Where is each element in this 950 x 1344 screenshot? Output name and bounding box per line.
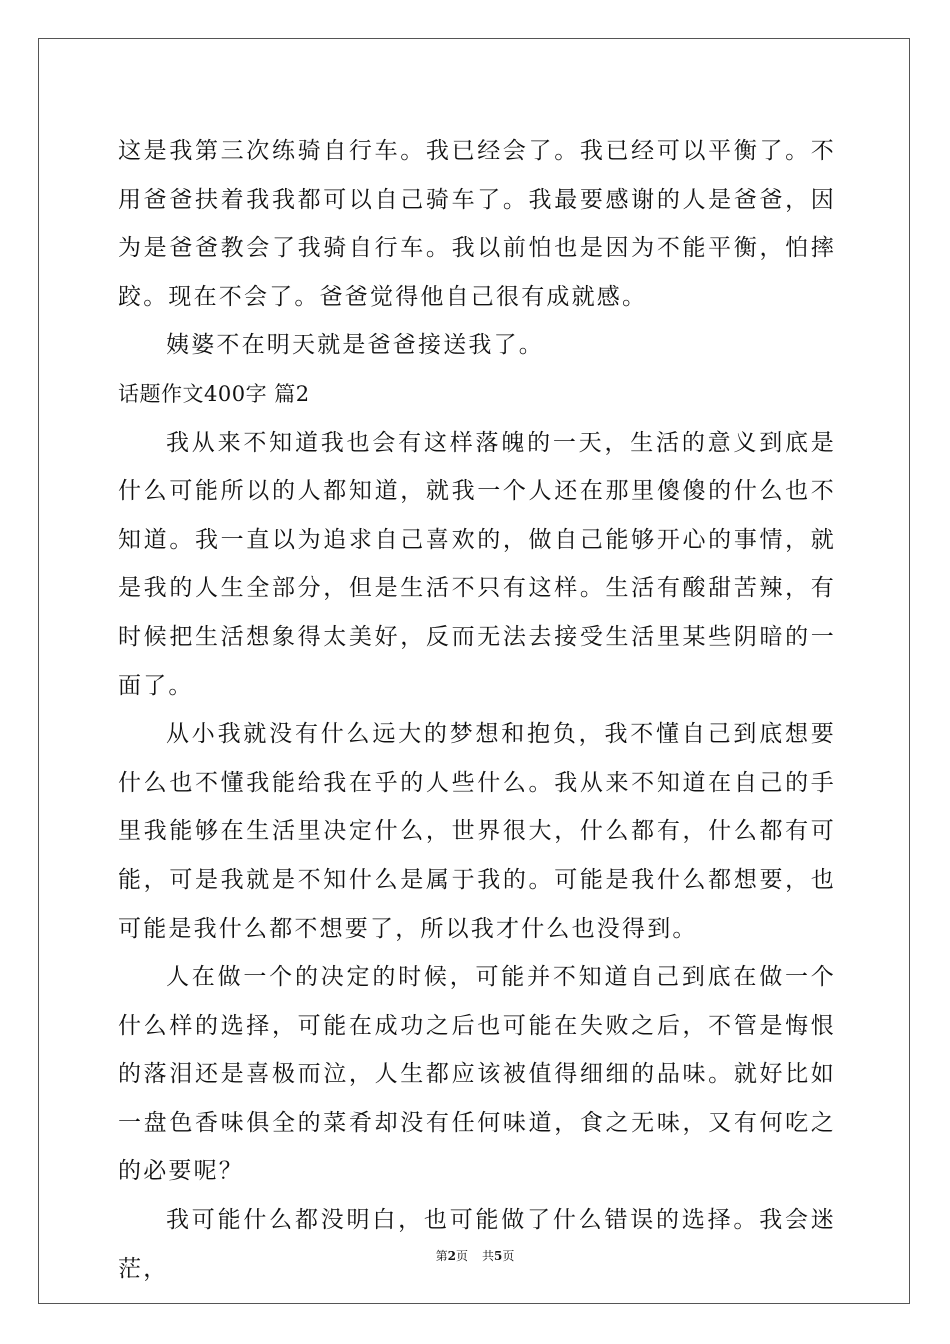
section-heading: 话题作文400字 篇2 <box>118 381 310 406</box>
paragraph-1: 这是我第三次练骑自行车。我已经会了。我已经可以平衡了。不用爸爸扶着我我都可以自己骑车了。我最要感谢的人是爸爸，因为是爸爸教会了我骑自行车。我以前怕也是因为不能平衡，怕摔跤。现在不会了。爸爸觉得他自己很有成就感。 <box>118 138 836 310</box>
total-suffix: 页 <box>502 1249 515 1263</box>
document-body <box>118 127 836 1293</box>
paragraph-4: 从小我就没有什么远大的梦想和抱负，我不懂自己到底想要什么也不懂我能给我在乎的人些什么。我从来不知道在自己的手里我能够在生活里决定什么，世界很大，什么都有，什么都有可能，可是我就是不知什么是属于我的。可能是我什么都想要，也可能是我什么都不想要了，所以我才什么也没得到。 <box>118 721 836 942</box>
page-prefix: 第 <box>435 1249 448 1263</box>
paragraph-5: 人在做一个的决定的时候，可能并不知道自己到底在做一个什么样的选择，可能在成功之后也可能在失败之后，不管是悔恨的落泪还是喜极而泣，人生都应该被值得细细的品味。就好比如一盘色香味俱全的菜肴却没有任何味道，食之无味，又有何吃之的必要呢？ <box>118 964 836 1185</box>
total-page-count: 5 <box>494 1249 503 1263</box>
page-suffix: 页 <box>455 1249 468 1263</box>
current-page-number: 2 <box>447 1249 456 1263</box>
paragraph-6: 我可能什么都没明白，也可能做了什么错误的选择。我会迷茫， <box>118 1207 836 1282</box>
paragraph-2: 姨婆不在明天就是爸爸接送我了。 <box>166 332 544 359</box>
paragraph-3: 我从来不知道我也会有这样落魄的一天，生活的意义到底是什么可能所以的人都知道，就我一个人还在那里傻傻的什么也不知道。我一直以为追求自己喜欢的，做自己能够开心的事情，就是我的人生全部分，但是生活不只有这样。生活有酸甜苦辣，有时候把生活想象得太美好，反而无法去接受生活里某些阴暗的一面了。 <box>118 429 836 699</box>
page-footer <box>0 1247 950 1264</box>
total-prefix: 共 <box>482 1249 495 1263</box>
